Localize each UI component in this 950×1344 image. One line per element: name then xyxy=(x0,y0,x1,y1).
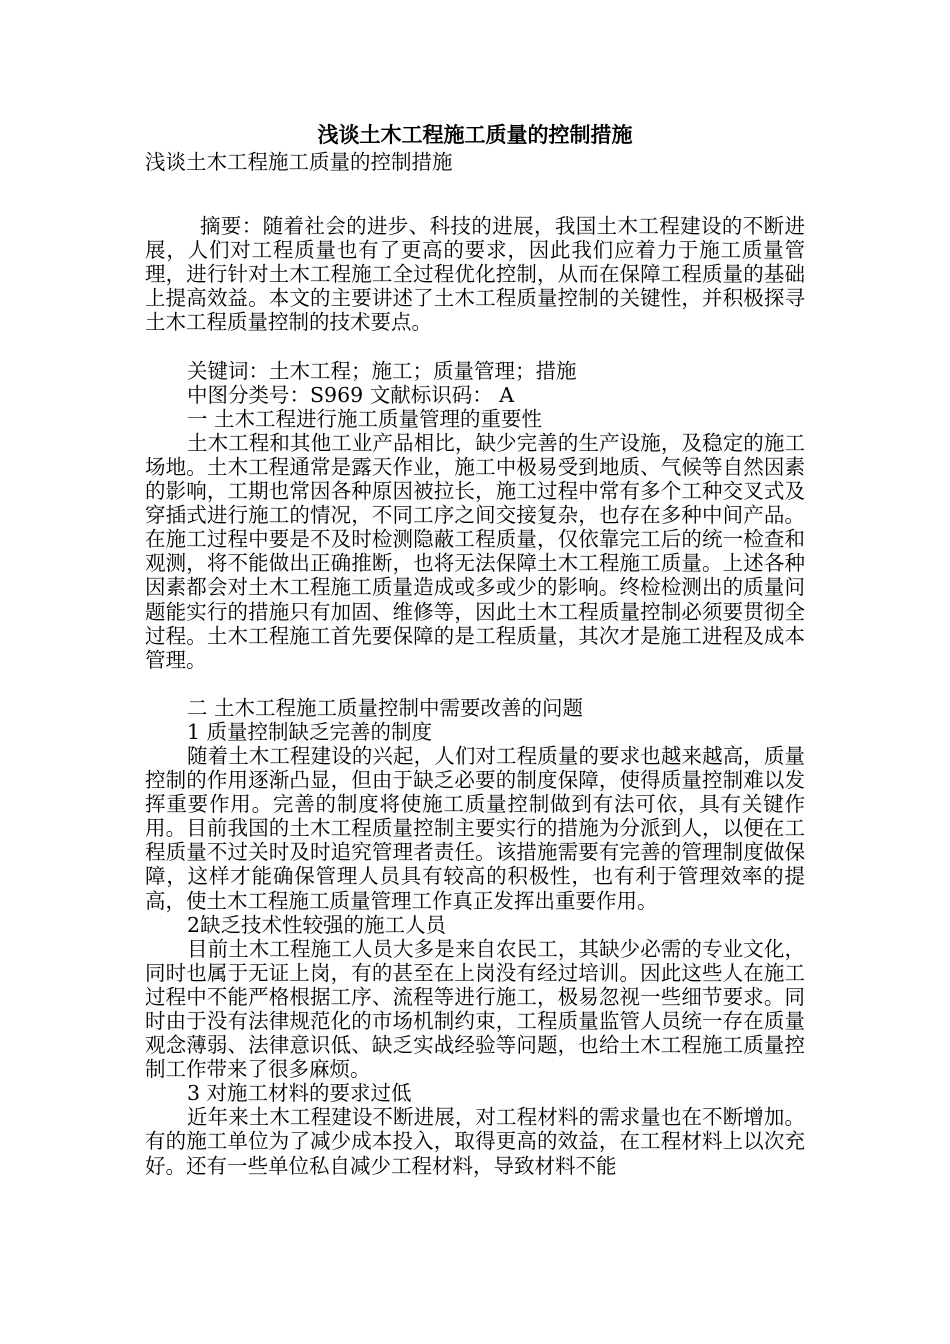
keywords-line: 关键词：土木工程；施工；质量管理；措施 xyxy=(187,358,577,383)
subsection1-heading: 1 质量控制缺乏完善的制度 xyxy=(187,719,433,744)
spacer xyxy=(145,335,805,359)
document-title: 浅谈土木工程施工质量的控制措施 xyxy=(317,122,633,147)
subsection1-paragraph: 随着土木工程建设的兴起，人们对工程质量的要求也越来越高，质量控制的作用逐渐凸显，但由于缺乏必要的制度保障，使得质量控制难以发挥重要作用。完善的制度将使施工质量控制做到有法可依，具有关键作用。目前我国的土木工程质量控制主要实行的措施为分派到人，以便在工程质量不过关时及时追究管理者责任。该措施需要有完善的管理制度做保障，这样才能确保管理人员具有较高的积极性，也有利于管理效率的提高，使土木工程施工质量管理工作真正发挥出重要作用。 xyxy=(145,743,805,913)
subsection2-heading: 2缺乏技术性较强的施工人员 xyxy=(187,912,447,937)
subsection3-paragraph: 近年来土木工程建设不断进展，对工程材料的需求量也在不断增加。有的施工单位为了减少成本投入，取得更高的效益，在工程材料上以次充好。还有一些单位私自减少工程材料，导致材料不能 xyxy=(145,1105,805,1178)
spacer xyxy=(145,672,805,696)
section1-heading: 一 土木工程进行施工质量管理的重要性 xyxy=(187,406,543,431)
abstract-paragraph: 摘要：随着社会的进步、科技的进展，我国土木工程建设的不断进展，人们对工程质量也有了更高的要求，因此我们应着力于施工质量管理，进行针对土木工程施工全过程优化控制，从而在保障工程质量的基础上提高效益。本文的主要讲述了土木工程质量控制的关键性，并积极探寻土木工程质量控制的技术要点。 xyxy=(145,214,805,335)
section1-paragraph: 土木工程和其他工业产品相比，缺少完善的生产设施，及稳定的施工场地。土木工程通常是露天作业，施工中极易受到地质、气候等自然因素的影响，工期也常因各种原因被拉长，施工过程中常有多个工种交叉式及穿插式进行施工的情况，不同工序之间交接复杂，也存在多种中间产品。在施工过程中要是不及时检测隐蔽工程质量，仅依靠完工后的统一检查和观测，将不能做出正确推断，也将无法保障土木工程施工质量。上述各种因素都会对土木工程施工质量造成或多或少的影响。终检检测出的质量问题能实行的措施只有加固、维修等，因此土木工程质量控制必须要贯彻全过程。土木工程施工首先要保障的是工程质量，其次才是施工进程及成本管理。 xyxy=(145,430,805,672)
spacer xyxy=(145,174,805,194)
document-body xyxy=(145,120,805,1178)
spacer xyxy=(145,194,805,214)
document-subtitle: 浅谈土木工程施工质量的控制措施 xyxy=(145,150,453,174)
section2-heading: 二 土木工程施工质量控制中需要改善的问题 xyxy=(187,695,584,720)
classification-line: 中图分类号：S969 文献标识码： A xyxy=(187,382,515,407)
subsection3-heading: 3 对施工材料的要求过低 xyxy=(187,1081,412,1106)
subsection2-paragraph: 目前土木工程施工人员大多是来自农民工，其缺少必需的专业文化，同时也属于无证上岗，有的甚至在上岗没有经过培训。因此这些人在施工过程中不能严格根据工序、流程等进行施工，极易忽视一些细节要求。同时由于没有法律规范化的市场机制约束，工程质量监管人员统一存在质量观念薄弱、法律意识低、缺乏实战经验等问题，也给土木工程施工质量控制工作带来了很多麻烦。 xyxy=(145,936,805,1082)
